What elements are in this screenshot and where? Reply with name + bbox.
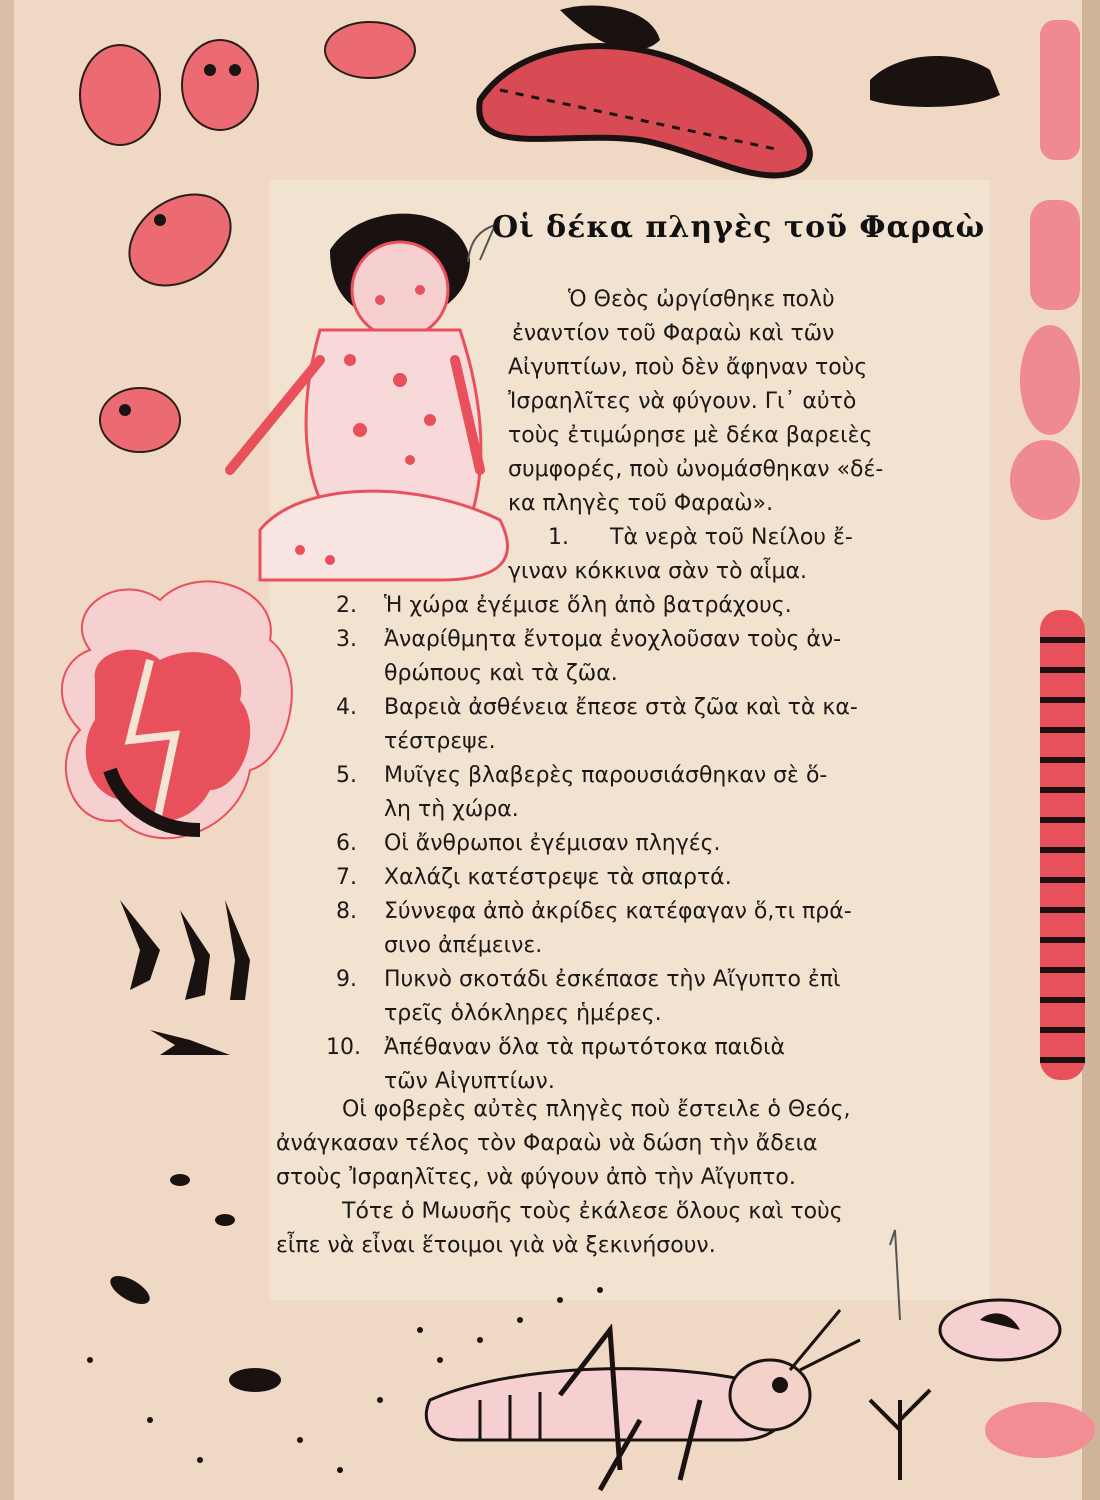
plague-line: τέστρεψε. bbox=[384, 729, 496, 754]
intro-line: Ἰσραηλῖτες νὰ φύγουν. Γι᾿ αὐτὸ bbox=[508, 389, 857, 414]
plague-line: Οἱ ἄνθρωποι ἐγέμισαν πληγές. bbox=[384, 831, 721, 856]
page-title: Οἱ δέκα πληγὲς τοῦ Φαραὼ bbox=[492, 210, 986, 245]
plague-number: 3. bbox=[336, 627, 357, 652]
closing-line: εἶπε νὰ εἶναι ἕτοιμοι γιὰ νὰ ξεκινήσουν. bbox=[276, 1233, 716, 1258]
plague-number: 6. bbox=[336, 831, 357, 856]
plague-line: λη τὴ χώρα. bbox=[384, 797, 519, 822]
plague-line: γιναν κόκκινα σὰν τὸ αἷμα. bbox=[508, 559, 807, 584]
plague-line: Σύννεφα ἀπὸ ἀκρίδες κατέφαγαν ὅ,τι πρά- bbox=[384, 899, 852, 924]
plague-line: Ἀναρίθμητα ἔντομα ἐνοχλοῦσαν τοὺς ἀν- bbox=[384, 627, 842, 652]
plague-number: 1. bbox=[548, 525, 569, 550]
plague-number: 8. bbox=[336, 899, 357, 924]
intro-line: συμφορές, ποὺ ὠνομάσθηκαν «δέ- bbox=[508, 457, 884, 482]
plague-number: 9. bbox=[336, 967, 357, 992]
closing-line: Τότε ὁ Μωυσῆς τοὺς ἐκάλεσε ὅλους καὶ τοὺς bbox=[342, 1199, 843, 1224]
plague-line: θρώπους καὶ τὰ ζῶα. bbox=[384, 661, 618, 686]
plague-line: Πυκνὸ σκοτάδι ἐσκέπασε τὴν Αἴγυπτο ἐπὶ bbox=[384, 967, 841, 992]
plague-line: Ἡ χώρα ἐγέμισε ὅλη ἀπὸ βατράχους. bbox=[384, 593, 792, 618]
plague-line: Χαλάζι κατέστρεψε τὰ σπαρτά. bbox=[384, 865, 732, 890]
plague-line: Ἀπέθαναν ὅλα τὰ πρωτότοκα παιδιὰ bbox=[384, 1035, 786, 1060]
plague-line: σινο ἀπέμεινε. bbox=[384, 933, 543, 958]
plague-line: Μυῖγες βλαβερὲς παρουσιάσθηκαν σὲ ὅ- bbox=[384, 763, 828, 788]
plague-line: Βαρειὰ ἀσθένεια ἔπεσε στὰ ζῶα καὶ τὰ κα- bbox=[384, 695, 858, 720]
intro-line: Αἰγυπτίων, ποὺ δὲν ἄφηναν τοὺς bbox=[508, 355, 868, 380]
intro-line: Ὁ Θεὸς ὠργίσθηκε πολὺ bbox=[568, 287, 835, 312]
closing-line: Οἱ φοβερὲς αὐτὲς πληγὲς ποὺ ἔστειλε ὁ Θεός, bbox=[342, 1097, 851, 1122]
plague-line: Τὰ νερὰ τοῦ Νείλου ἔ- bbox=[610, 525, 853, 550]
intro-line: κα πληγὲς τοῦ Φαραὼ». bbox=[508, 491, 774, 516]
plague-number: 4. bbox=[336, 695, 357, 720]
plague-line: τρεῖς ὁλόκληρες ἡμέρες. bbox=[384, 1001, 662, 1026]
plague-number: 10. bbox=[326, 1035, 361, 1060]
plague-line: τῶν Αἰγυπτίων. bbox=[384, 1069, 555, 1094]
plague-number: 2. bbox=[336, 593, 357, 618]
intro-line: τοὺς ἐτιμώρησε μὲ δέκα βαρειὲς bbox=[508, 423, 873, 448]
intro-line: ἐναντίον τοῦ Φαραὼ καὶ τῶν bbox=[512, 321, 835, 346]
plague-number: 7. bbox=[336, 865, 357, 890]
closing-line: στοὺς Ἰσραηλῖτες, νὰ φύγουν ἀπὸ τὴν Αἴγυπτο. bbox=[276, 1165, 796, 1190]
closing-line: ἀνάγκασαν τέλος τὸν Φαραὼ νὰ δώση τὴν ἄδεια bbox=[276, 1131, 818, 1156]
plague-number: 5. bbox=[336, 763, 357, 788]
